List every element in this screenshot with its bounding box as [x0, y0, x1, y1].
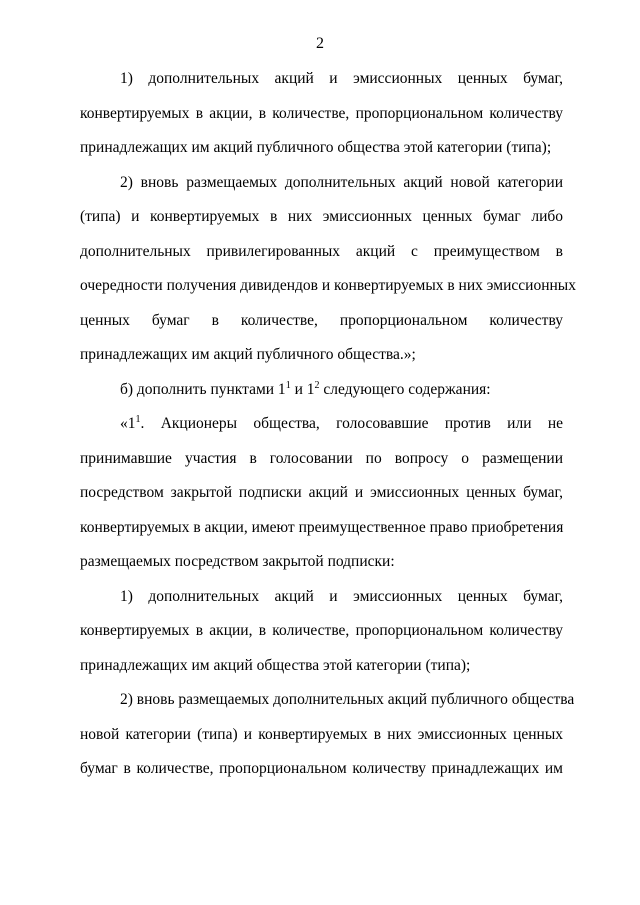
text-line: (типа) и конвертируемых в них эмиссионных ценных бумаг либо: [80, 208, 563, 225]
text-line: принимавшие участия в голосовании по вопросу о размещении: [80, 449, 563, 467]
text-line: [80, 407, 563, 442]
text-line: ценных бумаг в количестве, пропорциональном количеству: [80, 311, 563, 329]
text-line: конвертируемых в акции, в количестве, пропорциональном количеству: [80, 622, 563, 639]
text-line: размещаемых посредством закрытой подписки:: [80, 553, 395, 570]
text-line: бумаг в количестве, пропорциональном количеству принадлежащих им: [80, 760, 563, 777]
text-line: принадлежащих им акций публичного общества этой категории (типа);: [80, 139, 552, 156]
text-line: посредством закрытой подписки акций и эмиссионных ценных бумаг,: [80, 484, 563, 501]
superscript: 2: [314, 379, 320, 391]
text-line: новой категории (типа) и конвертируемых в них эмиссионных ценных: [80, 725, 563, 743]
text-line: принадлежащих им акций публичного общества.»;: [80, 346, 416, 363]
text-line: очередности получения дивидендов и конвертируемых в них эмиссионных: [80, 277, 576, 294]
text-line: 2) вновь размещаемых дополнительных акций публичного общества: [120, 691, 575, 708]
text-fragment: . Акционеры общества, голосовавшие против или не: [140, 415, 563, 432]
superscript: 1: [135, 413, 141, 425]
text-line: принадлежащих им акций общества этой категории (типа);: [80, 656, 471, 674]
text-line: 2) вновь размещаемых дополнительных акций новой категории: [120, 173, 563, 191]
paragraph-1: [80, 62, 563, 166]
paragraph-3: [80, 373, 563, 408]
text-fragment: «1: [120, 415, 136, 432]
paragraph-5: [80, 580, 563, 684]
superscript: 1: [285, 379, 291, 391]
paragraph-6: [80, 683, 575, 787]
text-line: дополнительных привилегированных акций с преимуществом в: [80, 242, 563, 260]
text-line: конвертируемых в акции, в количестве, пропорциональном количеству: [80, 104, 563, 122]
text-line: 1) дополнительных акций и эмиссионных ценных бумаг,: [120, 70, 563, 87]
text-fragment: б) дополнить пунктами 1: [120, 380, 286, 398]
document-body: [80, 62, 576, 787]
text-fragment: и 1: [290, 380, 315, 398]
text-line: 1) дополнительных акций и эмиссионных ценных бумаг,: [120, 587, 563, 605]
page-number: 2: [316, 35, 324, 52]
paragraph-2: [80, 166, 576, 373]
paragraph-4: [80, 407, 563, 580]
text-line: [80, 373, 563, 408]
text-fragment: следующего содержания:: [319, 380, 491, 398]
text-line: конвертируемых в акции, имеют преимущественное право приобретения: [80, 518, 564, 536]
